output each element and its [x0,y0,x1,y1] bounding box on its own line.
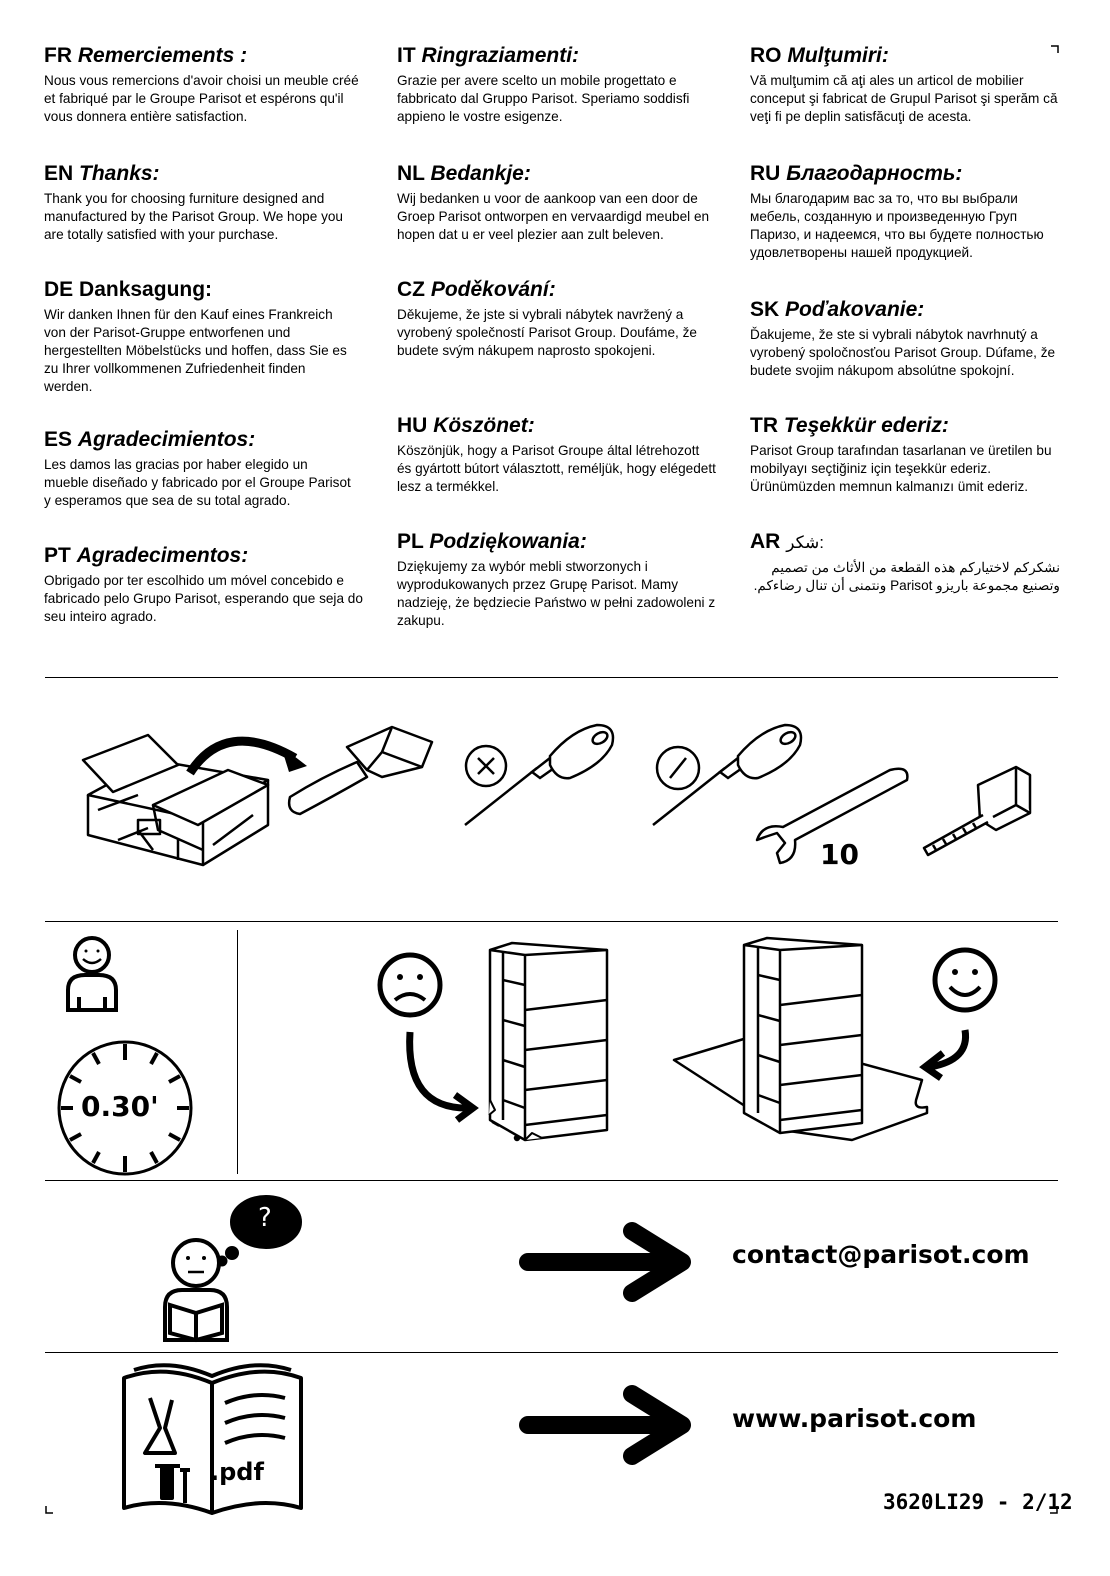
lang-code: ES [44,428,73,451]
person-icon [65,935,120,1015]
lang-title: Agradecimentos: [76,544,249,567]
lang-text: Мы благодарим вас за то, что вы выбрали мебель, созданную и произведенную Груп Паризо, и надеемся, что вы будете полностью удовлетворены нашей продукцией. [750,191,1044,260]
hammer-icon [282,722,437,822]
crop-mark [1050,1506,1057,1513]
lang-code: AR [750,530,781,553]
thanks-nl [397,162,717,244]
thanks-ar [750,530,1060,595]
thanks-cz [397,278,707,360]
question-mark-icon: ? [258,1203,272,1233]
divider [45,1352,1058,1353]
thanks-tr [750,414,1062,496]
page-reference: 3620LI29 - 2/12 [883,1490,1073,1514]
lang-text: Thank you for choosing furniture designed and manufactured by the Parisot Group. We hope you are totally satisfied with your purchase. [44,191,343,242]
thanks-en [44,162,364,244]
reading-person-question-icon [160,1195,310,1345]
lang-code: NL [397,162,425,185]
lang-text: Wir danken Ihnen für den Kauf eines Frankreich von der Parisot-Gruppe entworfenen und hergestellten Möbelstücks und hoffen, dass Sie es zu Ihrer vollkommenen Zufriedenheit finden werden. [44,307,347,394]
lang-code: HU [397,414,428,437]
lang-text: Wij bedanken u voor de aankoop van een door de Groep Parisot ontworpen en vervaardigd meubel en hopen dat u er veel plezier aan zult beleven. [397,191,710,242]
thanks-sk [750,298,1060,380]
lang-title: Ringraziamenti: [421,44,580,67]
vertical-divider [237,930,238,1174]
lang-code: PL [397,530,424,553]
crop-mark [45,1506,52,1513]
lang-title: Danksagung: [79,278,213,301]
lang-code: PT [44,544,71,567]
divider [45,1180,1058,1181]
lang-text: Parisot Group tarafından tasarlanan ve üretilen bu mobilyayı seçtiğiniz için teşekkür ederiz. Ürünümüzden memnun kalmanızı ümit ederiz. [750,443,1052,494]
lang-code: RO [750,44,782,67]
thanks-pt [44,544,364,626]
lang-text: Les damos las gracias por haber elegido un mueble diseñado y fabricado por el Groupe Parisot y esperamos que sea de su total agrado. [44,457,351,508]
thanks-ro [750,44,1070,126]
lang-title: Podziękowania: [429,530,587,553]
arrow-right-icon [522,1225,692,1300]
lang-title: Teşekkür ederiz: [783,414,949,437]
lang-text: Nous vous remercions d'avoir choisi un meuble créé et fabriqué par le Groupe Parisot et espérons qu'il vous donnera entière satisfaction. [44,73,359,124]
lang-text: Köszönjük, hogy a Parisot Groupe által létrehozott és gyártott bútort választott, reméljük, hogy elégedett lesz a termékkel. [397,443,716,494]
lang-text: نشكركم لاختياركم هذه القطعة من الأثاث من تصميم وتصنيع مجموعة باريزو Parisot ونتمنى أن تنال رضاءكم. [753,560,1060,593]
contact-email[interactable]: contact@parisot.com [732,1240,1030,1269]
thanks-ru [750,162,1060,262]
thanks-es [44,428,354,510]
sad-face-icon [375,950,485,1125]
lang-title: Благодарность: [786,162,963,185]
pdf-label: .pdf [210,1458,264,1486]
thanks-pl [397,530,717,630]
lang-code: IT [397,44,416,67]
wrench-size-label: 10 [820,838,859,871]
happy-face-icon [915,945,1015,1085]
lang-text: Děkujeme, že jste si vybrali nábytek navržený a vyrobený společností Parisot Group. Doufáme, že budete svým nákupem naprosto spokojeni. [397,307,697,358]
lang-title: Poďakovanie: [785,298,925,321]
lang-text: Dziękujemy za wybór mebli stworzonych i wyprodukowanych przez Grupę Parisot. Mamy nadzieję, że będziecie Państwo w pełni zadowoleni z zakupu. [397,559,716,628]
thanks-de [44,278,354,396]
thanks-it [397,44,717,126]
pdf-manual-icon [120,1358,305,1518]
lang-title: Agradecimientos: [77,428,256,451]
tape-measure-icon [918,765,1038,865]
website-link[interactable]: www.parisot.com [732,1404,977,1433]
lang-code: DE [44,278,74,301]
phillips-screwdriver-icon [462,720,622,830]
crop-mark [1051,45,1058,52]
lang-text: Grazie per avere scelto un mobile progettato e fabbricato dal Gruppo Parisot. Speriamo soddisfi appieno le vostre esigenze. [397,73,690,124]
divider [45,677,1058,678]
lang-code: FR [44,44,72,67]
lang-text: Obrigado por ter escolhido um móvel concebido e fabricado pelo Grupo Parisot, esperando que seja do seu inteiro agrado. [44,573,363,624]
assembly-time-label: 0.30' [81,1090,159,1123]
lang-title: شكر: [786,533,824,552]
lang-title: Thanks: [79,162,160,185]
lang-code: EN [44,162,74,185]
lang-code: RU [750,162,781,185]
lang-text: Ďakujeme, že ste si vybrali nábytok navrhnutý a vyrobený spoločnosťou Parisot Group. Dúfame, že budete svojim nákupom absolútne spokojní. [750,327,1056,378]
thanks-hu [397,414,717,496]
carpet-bookcase-icon [672,935,937,1165]
lang-code: CZ [397,278,425,301]
lang-title: Poděkování: [430,278,556,301]
lang-title: Köszönet: [433,414,535,437]
divider [45,921,1058,922]
lang-title: Bedankje: [430,162,531,185]
lang-code: TR [750,414,778,437]
lang-title: Remerciements : [77,44,248,67]
damaged-bookcase-icon [487,940,612,1145]
arrow-right-icon [522,1388,692,1463]
lang-title: Mulţumiri: [787,44,889,67]
lang-code: SK [750,298,780,321]
thanks-fr [44,44,364,126]
lang-text: Vă mulţumim că aţi ales un articol de mobilier conceput şi fabricat de Grupul Parisot şi sperăm că veţi fi pe deplin satisfăcuţi de acesta. [750,73,1058,124]
